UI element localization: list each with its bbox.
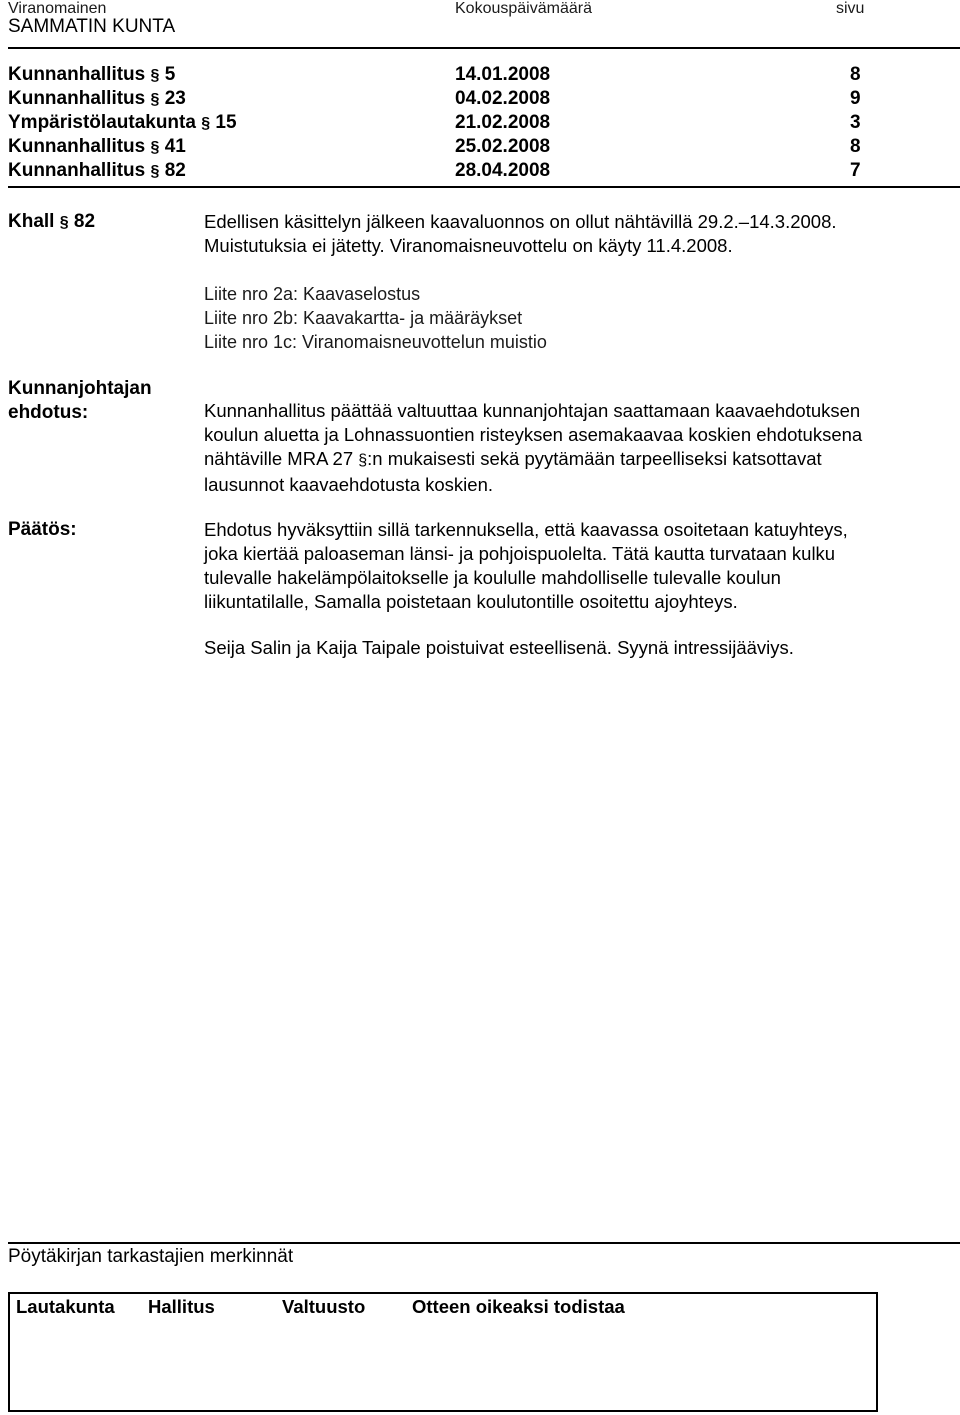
history-body: Kunnanhallitus (8, 136, 146, 157)
signature-table (8, 1292, 878, 1412)
header-page-label: sivu (836, 0, 865, 17)
history-page: 8 (850, 136, 861, 157)
proposal-line: lausunnot kaavaehdotusta koskien. (204, 474, 494, 495)
history-date: 14.01.2008 (455, 64, 551, 85)
decision-line: liikuntatilalle, Samalla poistetaan koulutontille osoitettu ajoyhteys. (204, 591, 738, 612)
decision-line: Ehdotus hyväksyttiin sillä tarkennuksella, että kaavassa osoitetaan katuyhteys, (204, 519, 848, 540)
section-sign: § (358, 452, 368, 469)
decision-line: joka kiertää paloaseman länsi- ja pohjoispuolelta. Tätä kautta turvataan kulku (204, 543, 836, 564)
history-number: 5 (164, 64, 176, 85)
header-authority-label: Viranomainen (8, 0, 107, 17)
attachment-list (204, 282, 547, 354)
history-page: 7 (850, 160, 861, 181)
section-sign: § (59, 214, 69, 231)
section-sign: § (150, 67, 160, 84)
section-sign: § (150, 139, 160, 156)
history-number: 23 (164, 88, 186, 109)
signature-column-hallitus: Hallitus (148, 1296, 215, 1317)
history-date: 25.02.2008 (455, 136, 551, 157)
history-date: 21.02.2008 (455, 112, 551, 133)
signature-column-valtuusto: Valtuusto (282, 1296, 366, 1317)
history-date: 04.02.2008 (455, 88, 551, 109)
footer-divider (8, 1242, 960, 1244)
proposal-line: nähtäville MRA 27 §:n mukaisesti sekä pyytämään tarpeelliseksi katsottavat (204, 447, 862, 473)
item-intro (204, 210, 837, 258)
proposal-line: koulun aluetta ja Lohnassuontien risteyksen asemakaavaa koskien ehdotuksena (204, 424, 863, 445)
intro-line: Muistutuksia ei jätetty. Viranomaisneuvottelu on käyty 11.4.2008. (204, 235, 733, 256)
history-date: 28.04.2008 (455, 160, 551, 181)
decision-label: Päätös: (8, 519, 77, 540)
header-divider (8, 47, 960, 49)
signature-column-certification: Otteen oikeaksi todistaa (412, 1296, 625, 1317)
header-meeting-date-label: Kokouspäivämäärä (455, 0, 592, 17)
organization-name: SAMMATIN KUNTA (8, 16, 176, 37)
history-body: Ympäristölautakunta (8, 112, 196, 133)
attachment-item: Liite nro 2a: Kaavaselostus (204, 284, 421, 304)
proposal-label: Kunnanjohtajan ehdotus: (8, 378, 152, 423)
item-label (8, 211, 95, 233)
proposal-text (204, 399, 862, 497)
history-body: Kunnanhallitus (8, 88, 146, 109)
section-sign: § (150, 163, 160, 180)
history-divider (8, 186, 960, 188)
proposal-line: Kunnanhallitus päättää valtuuttaa kunnanjohtajan saattamaan kaavaehdotuksen (204, 400, 861, 421)
section-sign: § (150, 91, 160, 108)
history-body: Kunnanhallitus (8, 64, 146, 85)
item-label-body: Khall (8, 211, 55, 232)
disqualification-note: Seija Salin ja Kaija Taipale poistuivat esteellisenä. Syynä intressijääviys. (204, 637, 794, 658)
history-number: 15 (215, 112, 237, 133)
decision-line: tulevalle hakelämpölaitokselle ja koululle mahdolliselle tulevalle koulun (204, 567, 781, 588)
intro-line: Edellisen käsittelyn jälkeen kaavaluonnos on ollut nähtävillä 29.2.–14.3.2008. (204, 211, 837, 232)
history-page: 9 (850, 88, 861, 109)
item-label-number: 82 (73, 211, 96, 232)
signature-column-lautakunta: Lautakunta (16, 1296, 115, 1317)
review-label: Pöytäkirjan tarkastajien merkinnät (8, 1246, 294, 1267)
decision-text (204, 518, 848, 614)
attachment-item: Liite nro 2b: Kaavakartta- ja määräykset (204, 308, 523, 328)
history-number: 82 (164, 160, 186, 181)
attachment-item: Liite nro 1c: Viranomaisneuvottelun muistio (204, 332, 547, 352)
history-number: 41 (164, 136, 186, 157)
history-page: 3 (850, 112, 861, 133)
history-body: Kunnanhallitus (8, 160, 146, 181)
history-page: 8 (850, 64, 861, 85)
section-sign: § (201, 115, 211, 132)
